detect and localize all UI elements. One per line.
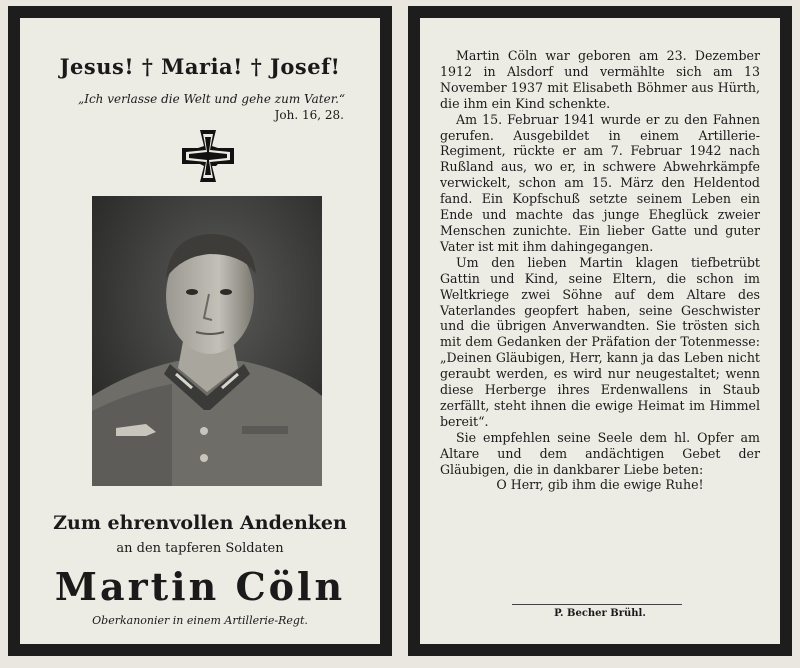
printer-signature: P. Becher Brühl.: [554, 608, 646, 619]
obituary-paragraph: Sie empfehlen seine Seele dem hl. Opfer am Altare und dem andächtigen Gebet der Gläubigen, die in dankbarer Liebe beten:: [440, 429, 760, 477]
invocation-heading: Jesus! † Maria! † Josef!: [59, 54, 341, 79]
signature-divider: [512, 604, 682, 605]
cross-year-label: 1939: [218, 174, 231, 180]
obituary-paragraph: Martin Cöln war geboren am 23. Dezember 1912 in Alsdorf und vermählte sich am 13 November 1937 mit Elisabeth Böhmer aus Hürth, die ihm ein Kind schenkte.: [440, 48, 760, 111]
soldier-name: Martin Cöln: [54, 564, 346, 609]
soldier-rank: Oberkanonier in einem Artillerie-Regt.: [92, 614, 308, 627]
iron-cross-icon: [178, 126, 238, 186]
memorial-subheading: an den tapferen Soldaten: [116, 541, 284, 556]
right-card-inner: [428, 26, 772, 636]
left-card-inner: [28, 26, 372, 636]
obituary-text: [440, 48, 760, 493]
bible-verse-quote: „Ich verlasse die Welt und gehe zum Vater.“: [78, 92, 346, 106]
memorial-heading: Zum ehrenvollen Andenken: [53, 512, 347, 534]
obituary-paragraph: Um den lieben Martin klagen tiefbetrübt Gattin und Kind, seine Eltern, die schon im Weltkriege zwei Söhne auf dem Altare des Vaterlandes geopfert haben, seine Geschwister und die übrigen Anverwandten. Sie trösten sich mit dem Gedanken der Präfation der Totenmesse: „Deinen Gläubigen, Herr, kann ja das Leben nicht geraubt werden, es wird nur neugestaltet; wenn diese Herberge ihres Erdenwallens in Staub zerfällt, steht ihnen die ewige Heimat im Himmel bereit“.: [440, 254, 760, 429]
bible-verse-reference: Joh. 16, 28.: [274, 108, 344, 122]
left-card-panel: [8, 6, 392, 656]
obituary-paragraph: Am 15. Februar 1941 wurde er zu den Fahnen gerufen. Ausgebildet in einem Artillerie-Regiment, rückte er am 7. Februar 1942 nach Rußland aus, wo er, in schwere Abwehrkämpfe verwickelt, schon am 15. März den Heldentod fand. Ein Kopfschuß setzte seinem Leben ein Ende und machte das junge Eheglück zweier Menschen zunichte. Ein lieber Gatte und guter Vater ist mit ihm dahingegangen.: [440, 111, 760, 254]
closing-prayer: O Herr, gib ihm die ewige Ruhe!: [496, 477, 704, 493]
soldier-portrait-photo: [92, 196, 322, 486]
right-card-panel: [408, 6, 792, 656]
